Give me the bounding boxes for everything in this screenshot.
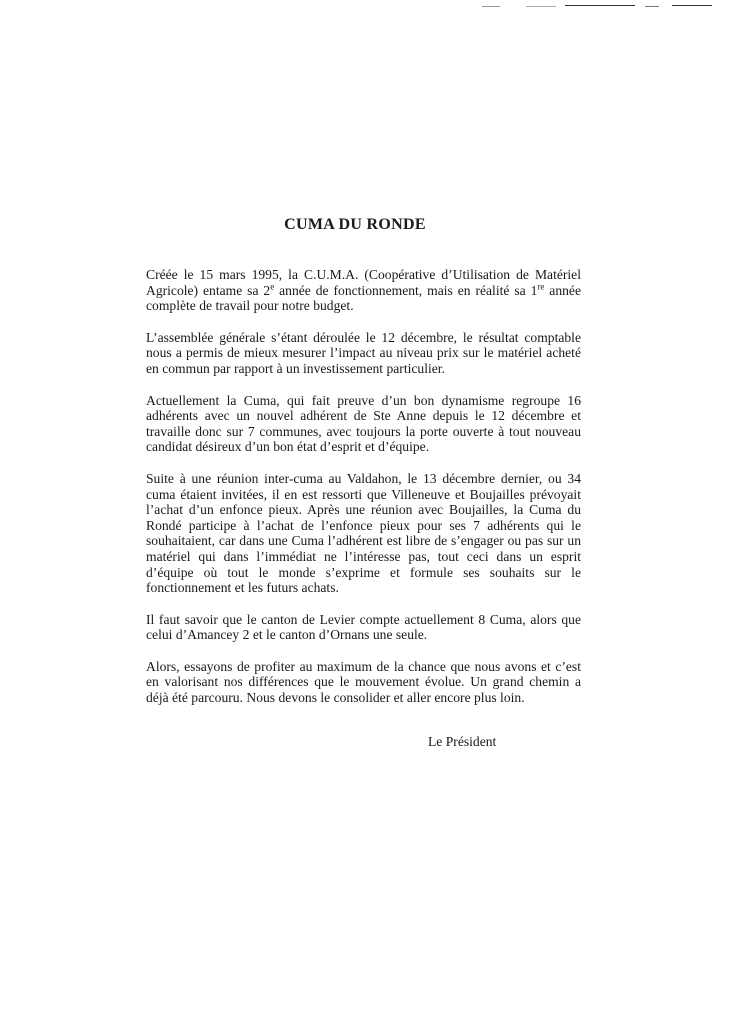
paragraph-text: Alors, essayons de profiter au maximum de la chance que nous avons et c’est en valorisant nos différences que le mouvement évolue. Un grand chemin a déjà été parcouru. Nous devons le consolider et aller encore plus loin.: [146, 658, 581, 706]
paragraph-text: Suite à une réunion inter-cuma au Valdahon, le 13 décembre dernier, ou 34 cuma étaient invitées, il en est ressorti que Villeneuve et Boujailles prévoyait l’achat d’un enfonce pieux. Après une réunion avec Boujailles, la Cuma du Rondé participe à l’achat de l’enfonce pieux pour ses 7 adhérents qui le souhaitaient, car dans une Cuma l’adhérent est libre de s’engager ou pas sur un matériel qui dans l’immédiat ne l’intéresse pas, tout ceci dans un esprit d’équipe où tout le monde s’exprime et formule ses souhaits sur le fonctionnement et les futurs achats.: [146, 470, 581, 596]
paragraph: [146, 267, 581, 314]
paragraph-text: Actuellement la Cuma, qui fait preuve d’un bon dynamisme regroupe 16 adhérents avec un nouvel adhérent de Ste Anne depuis le 12 décembre et travaille donc sur 7 communes, avec toujours la porte ouverte à tout nouveau candidat désireux d’un bon état d’esprit et d’équipe.: [146, 392, 581, 455]
document-title: CUMA DU RONDE: [284, 215, 426, 233]
paragraph-text: Créée le 15 mars 1995, la C.U.M.A. (Coopérative d’Utilisation de Matériel Agricole) entame sa 2: [146, 267, 581, 298]
scan-mark: [645, 6, 659, 7]
scan-mark: [526, 6, 556, 7]
paragraph-text: année complète de travail pour notre budget.: [146, 282, 582, 314]
paragraph-text: année de fonctionnement, mais en réalité sa 1: [274, 282, 538, 298]
paragraph-text: L’assemblée générale s’étant déroulée le 12 décembre, le résultat comptable nous a permis de mieux mesurer l’impact au niveau prix sur le matériel acheté en commun par rapport à un investissement particulier.: [146, 329, 581, 376]
paragraph-text: Il faut savoir que le canton de Levier compte actuellement 8 Cuma, alors que celui d’Amancey 2 et le canton d’Ornans une seule.: [146, 611, 581, 643]
signature: Le Président: [428, 734, 497, 749]
paragraph: [146, 393, 581, 455]
paragraph: [146, 659, 581, 706]
document-body: [146, 267, 581, 722]
paragraph: [146, 612, 581, 643]
superscript: re: [537, 281, 545, 292]
scan-mark: [672, 5, 712, 6]
paragraph: [146, 330, 581, 377]
scan-mark: [482, 6, 500, 7]
scan-mark: [565, 5, 635, 6]
superscript: e: [270, 281, 275, 292]
paragraph: [146, 471, 581, 596]
